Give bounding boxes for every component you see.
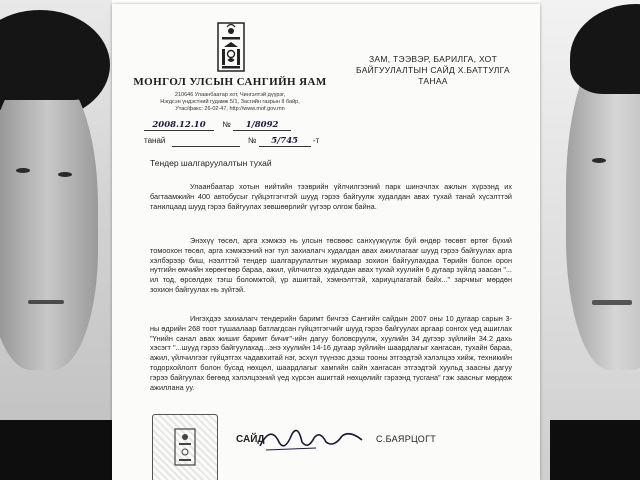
number-label-2: № <box>247 136 257 145</box>
letter-date: 2008.12.10 <box>144 120 214 131</box>
reference-number: 5/745 <box>259 136 311 147</box>
signer-name: С.БАЯРЦОГТ <box>376 434 437 444</box>
reference-suffix: -т <box>312 136 320 145</box>
recipient-line-2: БАЙГУУЛАЛТЫН САЙД Х.БАТТУЛГА <box>356 65 510 75</box>
tanai-label: танай <box>144 136 166 145</box>
ministry-name: МОНГОЛ УЛСЫН САНГИЙН ЯАМ <box>133 76 327 88</box>
right-portrait-photo <box>540 0 640 480</box>
state-emblem-icon <box>216 22 246 72</box>
reference-row <box>144 136 319 147</box>
address-line-2: Нэгдсэн үндэстний гудамж 5/1, Засгийн газрын II байр, <box>160 99 300 105</box>
handwritten-signature <box>256 420 366 460</box>
body-paragraph-1: Улаанбаатар хотын нийтийн тээврийн үйлчилгээний парк шинэчлэх ажлын хүрээнд их багтаамжийн 400 автобусыг гүйцэтгэгчтэй шууд гэрээ байгуулж худалдан авах тухай танай хүсэлттэй танилцаад шууд гэрээ байгуулах зөвшөөрлийг үүгээр олгож байна. <box>150 182 512 211</box>
body-paragraph-3: Ингэхдээ захиалагч тендерийн баримт бичгээ Сангийн сайдын 2007 оны 10 дугаар сарын 3-ны өдрийн 268 тоот тушаалаар батлагдсан гүйцэтгэгчийг шууд гэрээ байгуулах аргаар сонгох үед ашиглах "Үнийн санал авах жишиг баримт бичиг"-ийн дагуу боловсруулж, хуулийн 34 дүгээр зүйлийн 34.2 дахь хэсэгт "...шууд гэрээ байгуулахад...энэ хуулийн 14-16 дугаар зүйлийн шаардлагыг хангасан, тухайн бараа, ажил, үйлчилгээг гүйцэтгэх чадавхитай нэг, эсхүл түүнээс дээш тооны этгээдтэй хэлэлцээ хийж, техникийн тодорхойлолт болон бусад нөхцөл, шаардлагыг хамгийн сайн хангасан этгээдтэй хуульд заасны дагуу гэрээ байгуулах бөгөөд хэлэлцээний үед хүрсэн ашигтай нөхцөлийг гэрээнд тусгана" гэж заасныг мөрдөж ажиллана уу. <box>150 314 512 392</box>
stamp-emblem-icon <box>153 415 217 480</box>
official-stamp <box>152 414 218 480</box>
body-paragraph-2: Энэхүү төсөл, арга хэмжээ нь улсын төсвөөс санхүүжүүлж буй өндөр төсөвт өртөг бүхий томоохон төсөл, арга хэмжээний нэг тул захиалагч худалдан авах ажиллагааг шууд гэрээ байгуулах арга хэлбэрээр биш, нээлттэй тендер шалгаруулалтын журмаар зохион байгуулахдаа Төрийн болон орон нутгийн өмчийн хөрөнгөөр бараа, ажил, үйлчилгээ худалдан авах тухай хуулийн 6 дугаар зүйлд заасан "... ил тод, өрсөлдөх тэгш боломжтой, үр ашигтай, хэмнэлттэй, хариуцлагатай байх..." зарчмыг мөрдөн зохион байгуулах нь зүйтэй. <box>150 236 512 294</box>
address-line-1: 210646 Улаанбаатар хот, Чингэлтэй дүүрэг, <box>174 92 286 98</box>
left-portrait-photo <box>0 0 112 480</box>
official-letter <box>112 4 540 480</box>
signature-block <box>132 404 532 480</box>
blank-date <box>172 136 240 147</box>
recipient-block <box>338 54 528 87</box>
letter-subject: Тендер шалгаруулалтын тухай <box>150 158 272 168</box>
letter-number: 1/8092 <box>233 120 291 131</box>
recipient-line-3: ТАНАА <box>418 76 448 86</box>
number-label: № <box>222 120 231 129</box>
recipient-line-1: ЗАМ, ТЭЭВЭР, БАРИЛГА, ХОТ <box>368 54 498 64</box>
minister-title: САЙД <box>236 434 265 445</box>
date-number-row <box>144 120 291 131</box>
address-line-3: Утас/факс: 26-02-47, http://www.mof.gov.mn <box>175 106 285 112</box>
